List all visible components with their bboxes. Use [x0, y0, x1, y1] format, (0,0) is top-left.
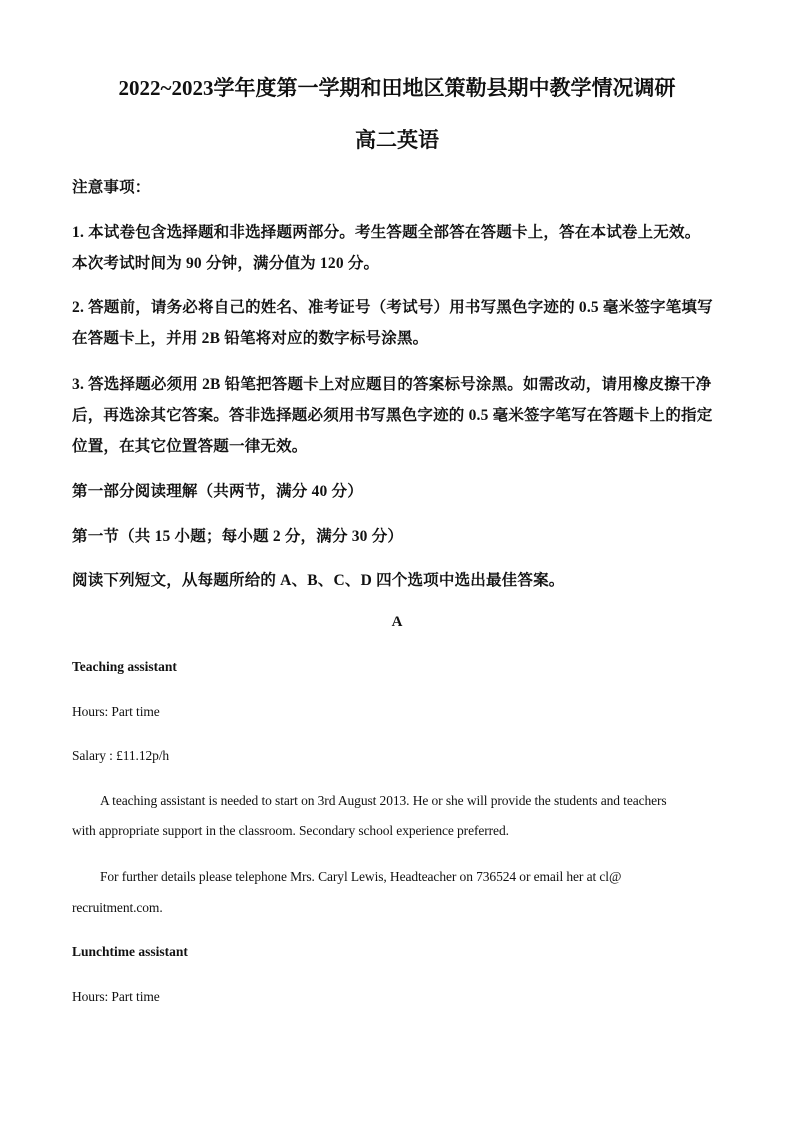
section1-heading: 第一节（共 15 小题；每小题 2 分，满分 30 分）: [72, 528, 404, 545]
passage-letter: A: [391, 614, 403, 630]
note-item-1-line-1: 1. 本试卷包含选择题和非选择题两部分。考生答题全部答在答题卡上，答在本试卷上无效。: [72, 224, 701, 241]
note-item-1-line-2: 本次考试时间为 90 分钟，满分值为 120 分。: [72, 255, 380, 272]
job2-hours: Hours: Part time: [72, 989, 160, 1004]
reading-instruction: 阅读下列短文，从每题所给的 A、B、C、D 四个选项中选出最佳答案。: [72, 572, 565, 589]
note-item-2-line-1: 2. 答题前，请务必将自己的姓名、准考证号（考试号）用书写黑色字迹的 0.5 毫米签字笔填写: [72, 299, 713, 316]
notes-heading: 注意事项：: [72, 179, 151, 196]
note-item-3-line-1: 3. 答选择题必须用 2B 铅笔把答题卡上对应题目的答案标号涂黑。如需改动，请用橡皮擦干净: [72, 376, 712, 393]
exam-title: 2022~2023学年度第一学期和田地区策勒县期中教学情况调研: [118, 76, 676, 100]
job1-salary: Salary : £11.12p/h: [72, 748, 170, 763]
job1-desc-line-2: with appropriate support in the classroom. Secondary school experience preferred.: [72, 823, 509, 838]
job1-desc-line-1: A teaching assistant is needed to start on 3rd August 2013. He or she will provide the students and teachers: [100, 793, 667, 808]
exam-subtitle: 高二英语: [355, 128, 439, 152]
part1-heading: 第一部分阅读理解（共两节，满分 40 分）: [72, 483, 363, 500]
job1-contact-line-2: recruitment.com.: [72, 900, 163, 915]
job1-contact-line-1: For further details please telephone Mrs. Caryl Lewis, Headteacher on 736524 or email her at cl@: [100, 869, 622, 884]
job1-title: Teaching assistant: [72, 659, 177, 674]
job1-hours: Hours: Part time: [72, 704, 160, 719]
note-item-3-line-2: 后，再选涂其它答案。答非选择题必须用书写黑色字迹的 0.5 毫米签字笔写在答题卡上的指定: [72, 407, 713, 424]
note-item-3-line-3: 位置，在其它位置答题一律无效。: [72, 438, 308, 455]
job2-title: Lunchtime assistant: [72, 944, 188, 959]
note-item-2-line-2: 在答题卡上，并用 2B 铅笔将对应的数字标号涂黑。: [72, 330, 429, 347]
